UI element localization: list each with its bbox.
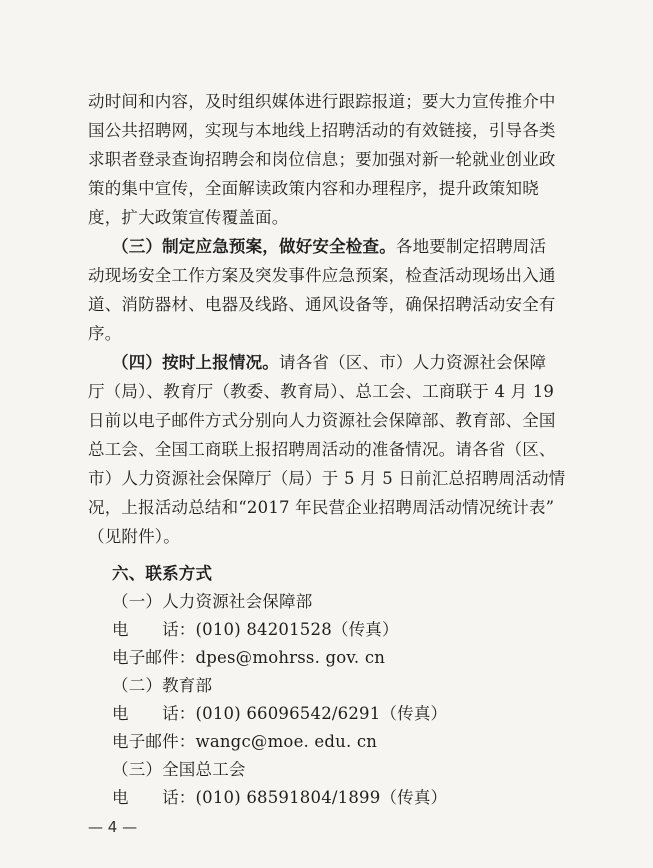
- paragraph-line: （见附件）。: [88, 527, 180, 546]
- section-heading: （四）按时上报情况。: [112, 353, 279, 372]
- page-number: — 4 —: [88, 818, 138, 836]
- paragraph-line: 度，扩大政策宣传覆盖面。: [88, 208, 289, 227]
- paragraph-line: 国公共招聘网，实现与本地线上招聘活动的有效链接，引导各类: [88, 121, 556, 140]
- section-heading: （三）制定应急预案，做好安全检查。: [112, 237, 396, 256]
- paragraph-line: 况，上报活动总结和“2017 年民营企业招聘周活动情况统计表”: [88, 498, 555, 517]
- contact-org: （二）教育部: [112, 676, 213, 695]
- contact-email: 电子邮件：wangc@moe. edu. cn: [112, 732, 378, 751]
- paragraph-line: 厅（局）、教育厅（教委、教育局）、总工会、工商联于 4 月 19: [88, 382, 555, 401]
- paragraph-line: 日前以电子邮件方式分别向人力资源社会保障部、教育部、全国: [88, 411, 556, 430]
- contact-phone: 电 话：(010) 66096542/6291（传真）: [112, 704, 448, 723]
- paragraph-text: 各地要制定招聘周活: [395, 237, 547, 256]
- paragraph-first-line: [112, 353, 546, 373]
- paragraph-line: 策的集中宣传，全面解读政策内容和办理程序，提升政策知晓: [88, 179, 539, 198]
- paragraph-line: 动现场安全工作方案及突发事件应急预案，检查活动现场出入通: [88, 266, 556, 285]
- paragraph-line: 动时间和内容，及时组织媒体进行跟踪报道；要大力宣传推介中: [88, 92, 556, 111]
- paragraph-text: 请各省（区、市）人力资源社会保障: [279, 353, 547, 372]
- paragraph-line: 市）人力资源社会保障厅（局）于 5 月 5 日前汇总招聘周活动情: [88, 469, 566, 488]
- contact-email: 电子邮件：dpes@mohrss. gov. cn: [112, 648, 386, 667]
- section-title: 六、联系方式: [112, 564, 213, 583]
- paragraph-line: 求职者登录查询招聘会和岗位信息；要加强对新一轮就业创业政: [88, 150, 556, 169]
- paragraph-line: 总工会、全国工商联上报招聘周活动的准备情况。请各省（区、: [88, 440, 556, 459]
- paragraph-line: 道、消防器材、电器及线路、通风设备等，确保招聘活动安全有: [88, 295, 556, 314]
- contact-org: （三）全国总工会: [112, 760, 246, 779]
- paragraph-line: 序。: [88, 324, 122, 343]
- contact-org: （一）人力资源社会保障部: [112, 592, 313, 611]
- contact-phone: 电 话：(010) 84201528（传真）: [112, 620, 399, 639]
- contact-phone: 电 话：(010) 68591804/1899（传真）: [112, 788, 448, 807]
- paragraph-first-line: [112, 237, 546, 257]
